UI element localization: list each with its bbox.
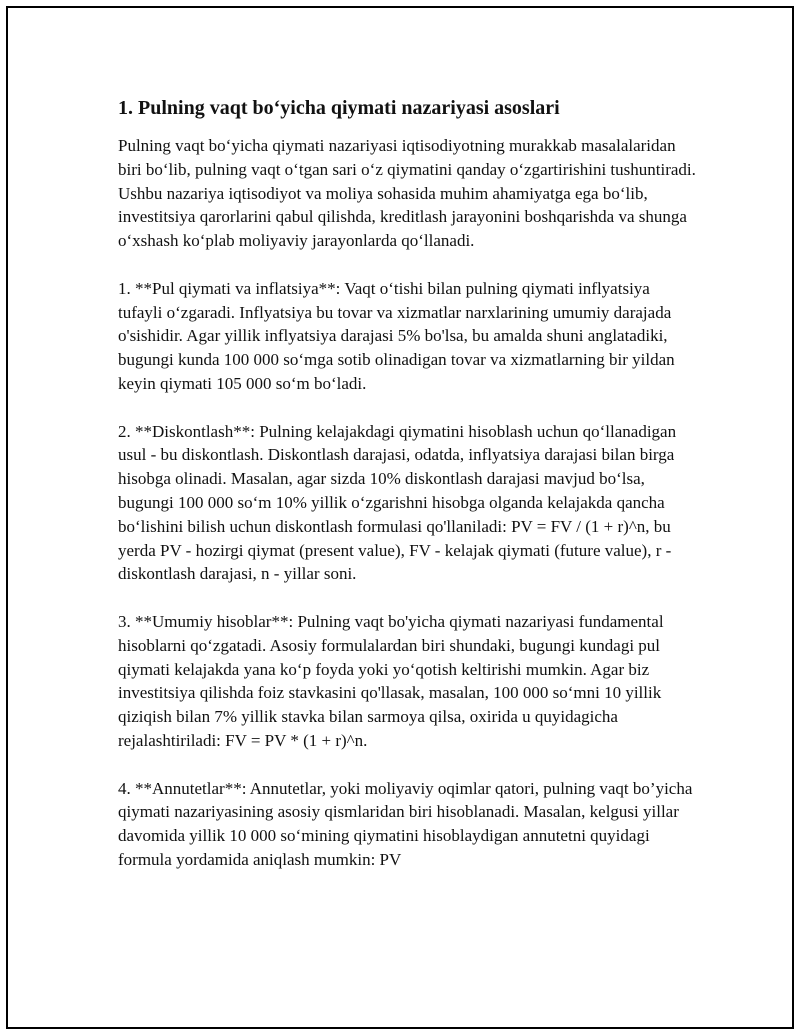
document-content [118,96,698,896]
paragraph-annuities: 4. **Annutetlar**: Annutetlar, yoki moliyaviy oqimlar qatori, pulning vaqt bo’yicha qiymati nazariyasining asosiy qismlaridan biri hisoblanadi. Masalan, kelgusi yillar davomida yillik 10 000 so‘mining qiymatini hisoblaydigan annutetni quyidagi formula yordamida aniqlash mumkin: PV [118,778,693,869]
paragraph-inflation: 1. **Pul qiymati va inflatsiya**: Vaqt o‘tishi bilan pulning qiymati inflyatsiya tufayli o‘zgaradi. Inflyatsiya bu tovar va xizmatlar narxlarining umumiy darajada o'sishidir. Agar yillik inflyatsiya darajasi 5% bo'lsa, bu amalda shuni anglatadiki, bugungi kunda 100 000 so‘mga sotib olinadigan tovar va xizmatlarning bir yildan keyin qiymati 105 000 so‘m bo‘ladi. [118,278,675,393]
document-page [6,6,794,1029]
paragraph-calculations: 3. **Umumiy hisoblar**: Pulning vaqt bo'yicha qiymati nazariyasi fundamental hisoblarni qo‘zgatadi. Asosiy formulalardan biri shundaki, bugungi kundagi pul qiymati kelajakda yana ko‘p foyda yoki yo‘qotish keltirishi mumkin. Agar biz investitsiya qilishda foiz stavkasini qo'llasak, masalan, 100 000 so‘mni 10 yillik qiziqish bilan 7% yillik stavka bilan sarmoya qilsa, oxirida u quyidagicha rejalashtiriladi: FV = PV * (1 + r)^n. [118,611,664,750]
intro-paragraph: Pulning vaqt bo‘yicha qiymati nazariyasi iqtisodiyotning murakkab masalalaridan biri bo‘lib, pulning vaqt o‘tgan sari o‘z qiymatini qanday o‘zgartirishini tushuntiradi. Ushbu nazariya iqtisodiyot va moliya sohasida muhim ahamiyatga ega bo‘lib, investitsiya qarorlarini qabul qilishda, kreditlash jarayonini boshqarishda va shunga o‘xshash ko‘plab moliyaviy jarayonlarda qo‘llanadi. [118,136,696,251]
paragraph-discounting: 2. **Diskontlash**: Pulning kelajakdagi qiymatini hisoblash uchun qo‘llanadigan usul - bu diskontlash. Diskontlash darajasi, odatda, inflyatsiya darajasi bilan birga hisobga olinadi. Masalan, agar sizda 10% diskontlash darajasi mavjud bo‘lsa, bugungi 100 000 so‘m 10% yillik o‘zgarishni hisobga olganda kelajakda qancha bo‘lishini bilish uchun diskontlash formulasi qo'llaniladi: PV = FV / (1 + r)^n, bu yerda PV - hozirgi qiymat (present value), FV - kelajak qiymati (future value), r - diskontlash darajasi, n - yillar soni. [118,421,677,584]
section-title: 1. Pulning vaqt bo‘yicha qiymati nazariyasi asoslari [118,97,560,119]
